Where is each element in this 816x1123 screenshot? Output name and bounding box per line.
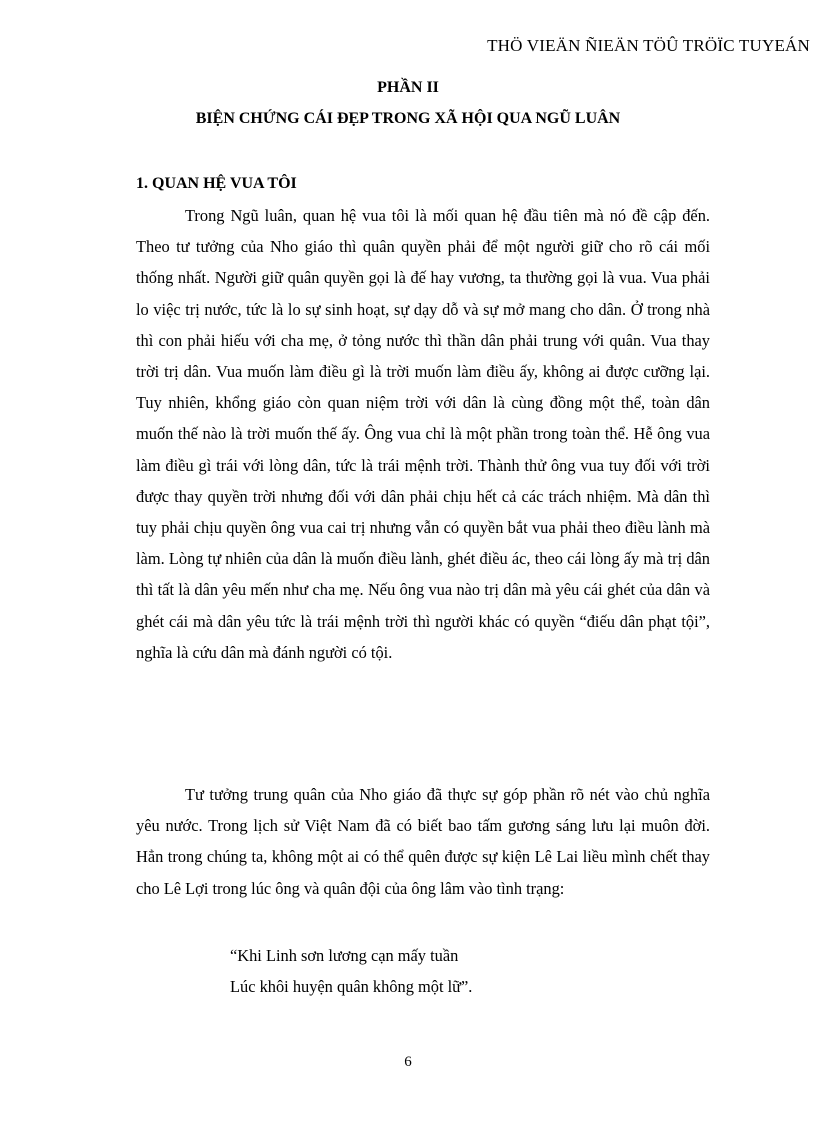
- chapter-title: BIỆN CHỨNG CÁI ĐẸP TRONG XÃ HỘI QUA NGŨ LUÂN: [195, 110, 621, 127]
- verse-line: Lúc khôi huyện quân không một lữ”.: [230, 977, 473, 996]
- body-paragraph: Tư tưởng trung quân của Nho giáo đã thực sự góp phần rõ nét vào chủ nghĩa yêu nước. Trong lịch sử Việt Nam đã có biết bao tấm gương sáng lưu lại muôn đời. Hẳn trong chúng ta, không một ai có thể quên được sự kiện Lê Lai liều mình chết thay cho Lê Lợi trong lúc ông và quân đội của ông lâm vào tình trạng:: [136, 785, 710, 898]
- page-number: 6: [404, 1054, 412, 1070]
- verse-line: “Khi Linh sơn lương cạn mấy tuần: [230, 946, 459, 965]
- part-title: PHẦN II: [377, 79, 439, 96]
- site-watermark: THÖ VIEÄN ÑIEÄN TÖÛ TRÖÏC TUYEÁN: [487, 36, 810, 55]
- body-paragraph: Trong Ngũ luân, quan hệ vua tôi là mối quan hệ đầu tiên mà nó đề cập đến. Theo tư tưởng của Nho giáo thì quân quyền phải để một người giữ cho rõ cái mối thống nhất. Người giữ quân quyền gọi là đế hay vương, ta thường gọi là vua. Vua phải lo việc trị nước, tức là lo sự sinh hoạt, sự dạy dỗ và sự mở mang cho dân. Ở trong nhà thì con phải hiếu với cha mẹ, ở tỏng nước thì thần dân phải trung với quân. Vua thay trời trị dân. Vua muốn làm điều gì là trời muốn làm điều ấy, không ai được cưỡng lại. Tuy nhiên, khổng giáo còn quan niệm trời với dân là cùng đồng một thể, toàn dân muốn thế nào là trời muốn thế ấy. Ông vua chỉ là một phần trong toàn thể. Hễ ông vua làm điều gì trái với lòng dân, tức là trái mệnh trời. Thành thử ông vua tuy đối với trời được thay quyền trời nhưng đối với dân phải chịu hết cả các trách nhiệm. Mà dân thì tuy phải chịu quyền ông vua cai trị nhưng vẫn có quyền bắt vua phải theo điều lành mà làm. Lòng tự nhiên của dân là muốn điều lành, ghét điều ác, theo cái lòng ấy mà trị dân thì tất là dân yêu mến như cha mẹ. Nếu ông vua nào trị dân mà yêu cái ghét của dân và ghét cái mà dân yêu tức là trái mệnh trời thì người khác có quyền “điếu dân phạt tội”, nghĩa là cứu dân mà đánh người có tội.: [136, 206, 710, 662]
- section-heading: 1. QUAN HỆ VUA TÔI: [136, 175, 297, 192]
